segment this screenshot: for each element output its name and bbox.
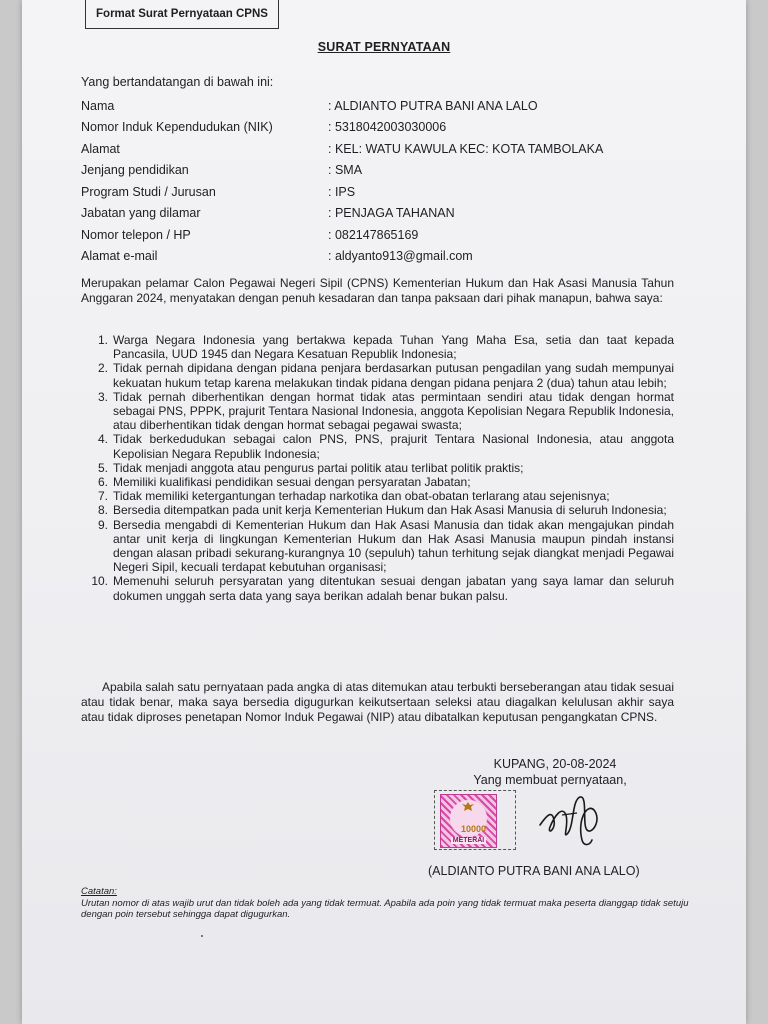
list-item bbox=[81, 432, 674, 460]
signer-name: (ALDIANTO PUTRA BANI ANA LALO) bbox=[428, 864, 640, 878]
stamp-label: METERAI bbox=[452, 837, 485, 844]
list-item bbox=[81, 333, 674, 361]
field-value: : SMA bbox=[328, 163, 363, 178]
item-text: Tidak memiliki ketergantungan terhadap narkotika dan obat-obatan terlarang atau sejenisnya; bbox=[113, 489, 610, 504]
field-label: Jabatan yang dilamar bbox=[81, 206, 201, 221]
item-number: 7. bbox=[97, 489, 108, 504]
intro-text: Yang bertandatangan di bawah ini: bbox=[81, 75, 274, 89]
list-item bbox=[81, 574, 674, 602]
list-item bbox=[81, 489, 674, 503]
list-item bbox=[81, 503, 674, 517]
closing-paragraph: Apabila salah satu pernyataan pada angka di atas ditemukan atau terbukti berseberangan atau tidak sesuai atau tidak benar, maka saya bersedia digugurkan keikutsertaan seleksi atau diagalkan kelulusan akhir saya atau tidak diproses penetapan Nomor Induk Pegawai (NIP) atau dibatalkan keputusan pengangkatan CPNS. bbox=[81, 680, 674, 724]
field-row bbox=[81, 246, 701, 268]
item-text: Bersedia ditempatkan pada unit kerja Kementerian Hukum dan Hak Asasi Manusia di seluruh Indonesia; bbox=[113, 503, 667, 518]
field-label: Nomor telepon / HP bbox=[81, 227, 191, 242]
signature-block bbox=[420, 757, 680, 787]
list-item bbox=[81, 518, 674, 575]
list-item bbox=[81, 475, 674, 489]
list-item bbox=[81, 361, 674, 389]
field-label: Alamat e-mail bbox=[81, 249, 158, 264]
list-item bbox=[81, 461, 674, 475]
list-item bbox=[81, 390, 674, 433]
field-row bbox=[81, 95, 701, 117]
field-row bbox=[81, 181, 701, 203]
item-number: 8. bbox=[97, 503, 108, 518]
maker-label: Yang membuat pernyataan, bbox=[473, 773, 627, 787]
field-label: Alamat bbox=[81, 141, 120, 156]
statement-list bbox=[81, 333, 674, 603]
item-text: Warga Negara Indonesia yang bertakwa kepada Tuhan Yang Maha Esa, setia dan taat kepada Pancasila, UUD 1945 dan Negara Kesatuan Republik Indonesia; bbox=[113, 333, 674, 362]
item-number: 4. bbox=[97, 432, 108, 447]
format-label: Format Surat Pernyataan CPNS bbox=[85, 0, 279, 29]
dust-speck bbox=[201, 935, 203, 937]
document-title: SURAT PERNYATAAN bbox=[317, 40, 451, 54]
document-page bbox=[22, 0, 746, 1024]
item-number: 3. bbox=[97, 389, 108, 404]
field-row bbox=[81, 138, 701, 160]
place-date: KUPANG, 20-08-2024 bbox=[493, 757, 617, 771]
item-text: Memiliki kualifikasi pendidikan sesuai dengan persyaratan Jabatan; bbox=[113, 475, 471, 490]
identity-fields bbox=[81, 95, 701, 267]
field-value: : 082147865169 bbox=[328, 227, 419, 242]
stamp-value: 10000 bbox=[461, 824, 487, 834]
field-label: Nomor Induk Kependudukan (NIK) bbox=[81, 120, 273, 135]
field-value: : IPS bbox=[328, 184, 356, 199]
field-row bbox=[81, 203, 701, 225]
field-value: : ALDIANTO PUTRA BANI ANA LALO bbox=[328, 98, 538, 113]
item-text: Tidak berkedudukan sebagai calon PNS, PNS, prajurit Tentara Nasional Indonesia, atau anggota Kepolisian Negara Republik Indonesia; bbox=[113, 432, 674, 461]
item-text: Tidak pernah diberhentikan dengan hormat tidak atas permintaan sendiri atau tidak dengan hormat sebagai PNS, PPPK, prajurit Tentara Nasional Indonesia, anggota Kepolisian Negara Republik Indonesia, atau diberhentikan tidak dengan hormat sebagai pegawai swasta; bbox=[113, 389, 674, 433]
item-text: Bersedia mengabdi di Kementerian Hukum dan Hak Asasi Manusia dan tidak akan mengajukan pindah antar unit kerja di lingkungan Kementerian Hukum dan Hak Asasi Manusia maupun pindah instansi dengan alasan pribadi sekurang-kurangnya 10 (sepuluh) tahun terhitung sejak diangkat menjadi Pegawai Negeri Sipil, kecuali terdapat kebutuhan organisasi; bbox=[113, 517, 674, 575]
handwritten-signature bbox=[532, 785, 612, 855]
field-label: Jenjang pendidikan bbox=[81, 163, 189, 178]
note-title: Catatan: bbox=[81, 886, 117, 897]
footnote bbox=[81, 886, 701, 921]
garuda-emblem-icon bbox=[461, 801, 475, 813]
field-label: Program Studi / Jurusan bbox=[81, 184, 216, 199]
declaration-paragraph: Merupakan pelamar Calon Pegawai Negeri Sipil (CPNS) Kementerian Hukum dan Hak Asasi Manusia Tahun Anggaran 2024, menyatakan dengan penuh kesadaran dan tanpa paksaan dari pihak manapun, bahwa saya: bbox=[81, 276, 674, 305]
item-number: 6. bbox=[97, 475, 108, 490]
item-number: 9. bbox=[97, 517, 108, 532]
item-text: Memenuhi seluruh persyaratan yang ditentukan sesuai dengan jabatan yang saya lamar dan seluruh dokumen unggah serta data yang saya berikan adalah benar bukan palsu. bbox=[113, 574, 674, 603]
item-number: 1. bbox=[97, 333, 108, 347]
item-text: Tidak pernah dipidana dengan pidana penjara berdasarkan putusan pengadilan yang sudah mempunyai kekuatan hukum tetap karena melakukan tindak pidana dengan pidana penjara 2 (dua) tahun atau lebih; bbox=[113, 361, 674, 390]
item-number: 10. bbox=[91, 574, 108, 589]
meterai-stamp bbox=[440, 794, 497, 848]
item-text: Tidak menjadi anggota atau pengurus partai politik atau terlibat politik praktis; bbox=[113, 460, 524, 475]
field-value: : PENJAGA TAHANAN bbox=[328, 206, 455, 221]
field-row bbox=[81, 117, 701, 139]
meterai-stamp-frame bbox=[434, 790, 516, 850]
item-number: 2. bbox=[97, 361, 108, 376]
field-row bbox=[81, 224, 701, 246]
note-text: Urutan nomor di atas wajib urut dan tidak boleh ada yang tidak termuat. Apabila ada poin yang tidak termuat maka peserta dianggap tidak setuju dengan poin tersebut sehingga dapat digugurkan. bbox=[81, 897, 689, 920]
item-number: 5. bbox=[97, 460, 108, 475]
field-value: : KEL: WATU KAWULA KEC: KOTA TAMBOLAKA bbox=[328, 141, 604, 156]
field-value: : 5318042003030006 bbox=[328, 120, 447, 135]
field-row bbox=[81, 160, 701, 182]
field-value: : aldyanto913@gmail.com bbox=[328, 249, 473, 264]
field-label: Nama bbox=[81, 98, 115, 113]
